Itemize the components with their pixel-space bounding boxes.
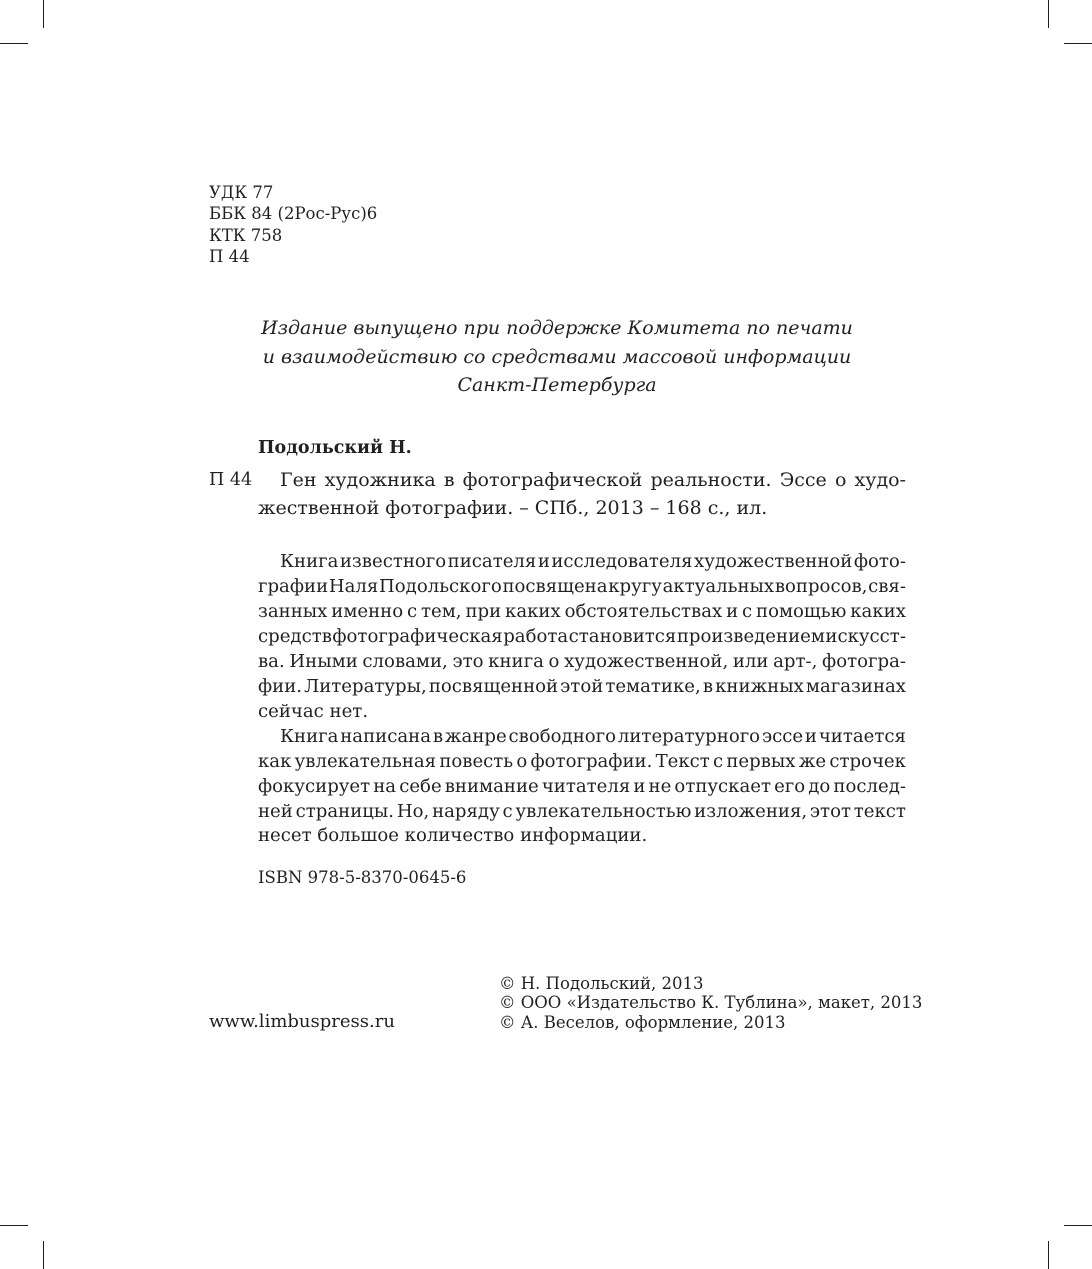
word: при (465, 600, 502, 622)
entry-author: Подольский Н. (258, 438, 412, 458)
word: до (808, 775, 831, 797)
word: в (702, 675, 714, 697)
word: литературного (617, 725, 761, 747)
word: средств (258, 625, 332, 647)
word: с (502, 800, 513, 822)
word: не (648, 775, 672, 797)
title-line: жественной фотографии. – СПб., 2013 – 168 с., ил. (258, 497, 768, 519)
word: наряду (432, 800, 500, 822)
word: каких (850, 600, 906, 622)
annotation-line: сейчас нет. (258, 700, 369, 722)
support-line: Санкт-Петербурга (457, 374, 657, 396)
udk-code: УДК 77 (209, 183, 274, 202)
word: помощью (756, 600, 847, 622)
crop-mark-bottom-left-horizontal (0, 1225, 28, 1226)
word: фотографии. (530, 750, 653, 772)
word: каких (505, 600, 561, 622)
word: Иными (289, 650, 358, 672)
crop-mark-top-right-vertical (1048, 0, 1049, 28)
word: искусст- (825, 625, 906, 647)
entry-title (258, 466, 906, 522)
word: с (742, 600, 753, 622)
support-line: Издание выпущено при поддержке Комитета по печати (261, 317, 853, 339)
word: писателя (447, 551, 537, 572)
word: текст (853, 800, 906, 822)
word: Текст (655, 750, 710, 772)
word: художника (324, 469, 436, 491)
word: магазинах (805, 675, 906, 697)
crop-mark-top-right-horizontal (1064, 43, 1092, 44)
word: и (537, 551, 550, 572)
word: арт-, (773, 650, 818, 672)
word: именно (331, 600, 404, 622)
word: Подольского (379, 575, 502, 597)
word: фии. (258, 675, 303, 697)
word: обстоятельствах (564, 600, 723, 622)
copyright-notices (499, 974, 922, 1032)
word: кругу (608, 575, 662, 597)
word: первых (726, 750, 796, 772)
word: написана (340, 725, 431, 747)
word: Эссе (779, 469, 827, 491)
word: Ген (280, 469, 317, 491)
publisher-website: www.limbuspress.ru (209, 1011, 395, 1032)
word: свя- (868, 575, 906, 597)
word: о (834, 469, 847, 491)
copyright-line: © ООО «Издательство К. Тублина», макет, 2013 (499, 993, 923, 1013)
word: или (732, 650, 769, 672)
word: книга (488, 650, 544, 672)
annotation-line (258, 725, 906, 750)
word: словами, (362, 650, 448, 672)
word: фотографическая (332, 625, 503, 647)
annotation-line (258, 625, 906, 650)
copyright-line: © Н. Подольский, 2013 (499, 974, 704, 993)
word: послед- (833, 775, 906, 797)
author-mark-code: П 44 (209, 246, 250, 266)
word: занных (258, 600, 328, 622)
crop-mark-top-left-vertical (43, 0, 44, 28)
word: Книга (280, 551, 339, 572)
word: увлекательная (294, 750, 437, 772)
word: этот (809, 800, 851, 822)
word: Литературы, (304, 675, 427, 697)
word: и (726, 600, 739, 622)
crop-mark-bottom-right-horizontal (1064, 1225, 1092, 1226)
word: с (407, 600, 418, 622)
annotation-line (258, 800, 906, 825)
word: строчек (829, 750, 906, 772)
word: ней (258, 800, 293, 822)
word: вопросов, (774, 575, 868, 597)
word: страницы. (295, 800, 395, 822)
word: художественной (694, 551, 853, 572)
word: с (713, 750, 724, 772)
word: и (804, 725, 817, 747)
ktk-code: КТК 758 (209, 225, 283, 245)
word: фотогра- (822, 650, 906, 672)
annotation-line (258, 775, 906, 800)
word: фото- (853, 551, 906, 572)
publication-support-note (240, 314, 874, 400)
word: Наля (328, 575, 379, 597)
word: ва. (258, 650, 285, 672)
word: художественной, (564, 650, 729, 672)
word: Книга (280, 725, 339, 747)
word: посвящена (502, 575, 608, 597)
annotation-line (258, 650, 906, 675)
word: фокусирует (258, 775, 371, 797)
word: худо- (854, 469, 906, 491)
support-line: и взаимодействию со средствами массовой информации (262, 345, 852, 368)
crop-mark-bottom-right-vertical (1048, 1241, 1049, 1269)
bbk-code: ББК 84 (2Рос-Рус)6 (209, 204, 378, 224)
word: реальности. (650, 469, 772, 491)
word: в (432, 725, 444, 747)
word: работа (503, 625, 569, 647)
word: читается (818, 725, 906, 747)
word: увлекательностью (515, 800, 692, 822)
annotation-line (258, 575, 906, 600)
annotation-line (258, 750, 906, 775)
word: внимание (444, 775, 539, 797)
title-line (280, 466, 906, 494)
word: становится (568, 625, 677, 647)
classification-codes (209, 182, 377, 267)
annotation-line: несет большое количество информации. (258, 825, 648, 847)
word: жанре (444, 725, 507, 747)
word: повесть (439, 750, 514, 772)
word: книжных (715, 675, 804, 697)
word: этой (560, 675, 604, 697)
crop-mark-top-left-horizontal (0, 43, 28, 44)
word: исследователя (551, 551, 693, 572)
word: посвященной (428, 675, 559, 697)
annotation-line (258, 600, 906, 625)
word: тем, (421, 600, 462, 622)
word: фотографической (462, 469, 643, 491)
word: о (548, 650, 560, 672)
annotation (258, 550, 906, 849)
word: на (373, 775, 397, 797)
word: и (633, 775, 646, 797)
word: известного (339, 551, 447, 572)
word: отпускает (674, 775, 771, 797)
annotation-line (258, 675, 906, 700)
word: тематике, (605, 675, 701, 697)
word: о (516, 750, 528, 772)
word: актуальных (662, 575, 775, 597)
annotation-line (258, 550, 906, 575)
word: произведением (676, 625, 825, 647)
word: изложения, (694, 800, 808, 822)
word: его (774, 775, 806, 797)
crop-mark-bottom-left-vertical (43, 1241, 44, 1269)
isbn: ISBN 978-5-8370-0645-6 (258, 868, 467, 887)
word: Но, (396, 800, 430, 822)
word: читателя (541, 775, 631, 797)
word: в (443, 469, 455, 491)
copyright-line: © А. Веселов, оформление, 2013 (499, 1012, 786, 1032)
word: как (258, 750, 292, 772)
word: эссе (761, 725, 804, 747)
word: себе (399, 775, 442, 797)
word: это (452, 650, 484, 672)
word: свободного (508, 725, 617, 747)
entry-side-code: П 44 (209, 470, 253, 490)
word: же (798, 750, 827, 772)
word: графии (258, 575, 329, 597)
